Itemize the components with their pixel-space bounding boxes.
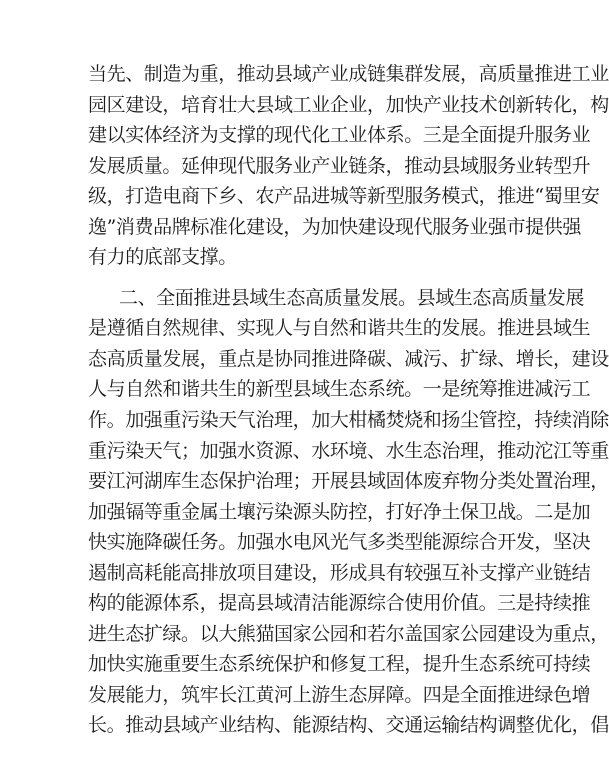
text-line: 遏制高耗能高排放项目建设，形成具有较强互补支撑产业链结 [88, 561, 591, 584]
paragraph-heading-line: 二、全面推进县域生态高质量发展。县域生态高质量发展 [119, 286, 585, 309]
text-line: 逸”消费品牌标准化建设，为加快建设现代服务业强市提供强 [88, 215, 581, 238]
text-line: 有力的底部支撑。 [88, 246, 237, 269]
text-line: 加强镉等重金属土壤污染源头防控，打好净土保卫战。二是加 [88, 500, 591, 523]
text-line: 快实施降碳任务。加强水电风光气多类型能源综合开发，坚决 [88, 531, 591, 554]
text-line: 发展质量。延伸现代服务业产业链条，推动县域服务业转型升 [88, 154, 591, 177]
text-line: 要江河湖库生态保护治理；开展县域固体废弃物分类处置治理， [88, 470, 609, 493]
text-line: 重污染天气；加强水资源、水环境、水生态治理，推动沱江等重 [88, 439, 609, 462]
text-line: 人与自然和谐共生的新型县域生态系统。一是统筹推进减污工 [88, 378, 591, 401]
text-line: 发展能力，筑牢长江黄河上游生态屏障。四是全面推进绿色增 [88, 683, 591, 706]
text-line: 当先、制造为重，推动县域产业成链集群发展，高质量推进工业 [88, 63, 609, 85]
text-line: 级，打造电商下乡、农产品进城等新型服务模式，推进“蜀里安 [88, 185, 600, 208]
text-line: 态高质量发展，重点是协同推进降碳、减污、扩绿、增长，建设 [88, 347, 609, 370]
text-line: 加快实施重要生态系统保护和修复工程，提升生态系统可持续 [88, 653, 591, 676]
text-line: 长。推动县域产业结构、能源结构、交通运输结构调整优化，倡 [88, 714, 609, 737]
text-line: 作。加强重污染天气治理，加大柑橘焚烧和扬尘管控，持续消除 [88, 409, 609, 431]
text-line: 建以实体经济为支撑的现代化工业体系。三是全面提升服务业 [88, 124, 591, 147]
text-line: 构的能源体系，提高县域清洁能源综合使用价值。三是持续推 [88, 592, 591, 615]
text-line: 是遵循自然规律、实现人与自然和谐共生的发展。推进县域生 [88, 317, 591, 340]
text-line: 园区建设，培育壮大县域工业企业，加快产业技术创新转化，构 [88, 93, 609, 116]
text-line: 进生态扩绿。以大熊猫国家公园和若尔盖国家公园建设为重点， [88, 622, 609, 645]
